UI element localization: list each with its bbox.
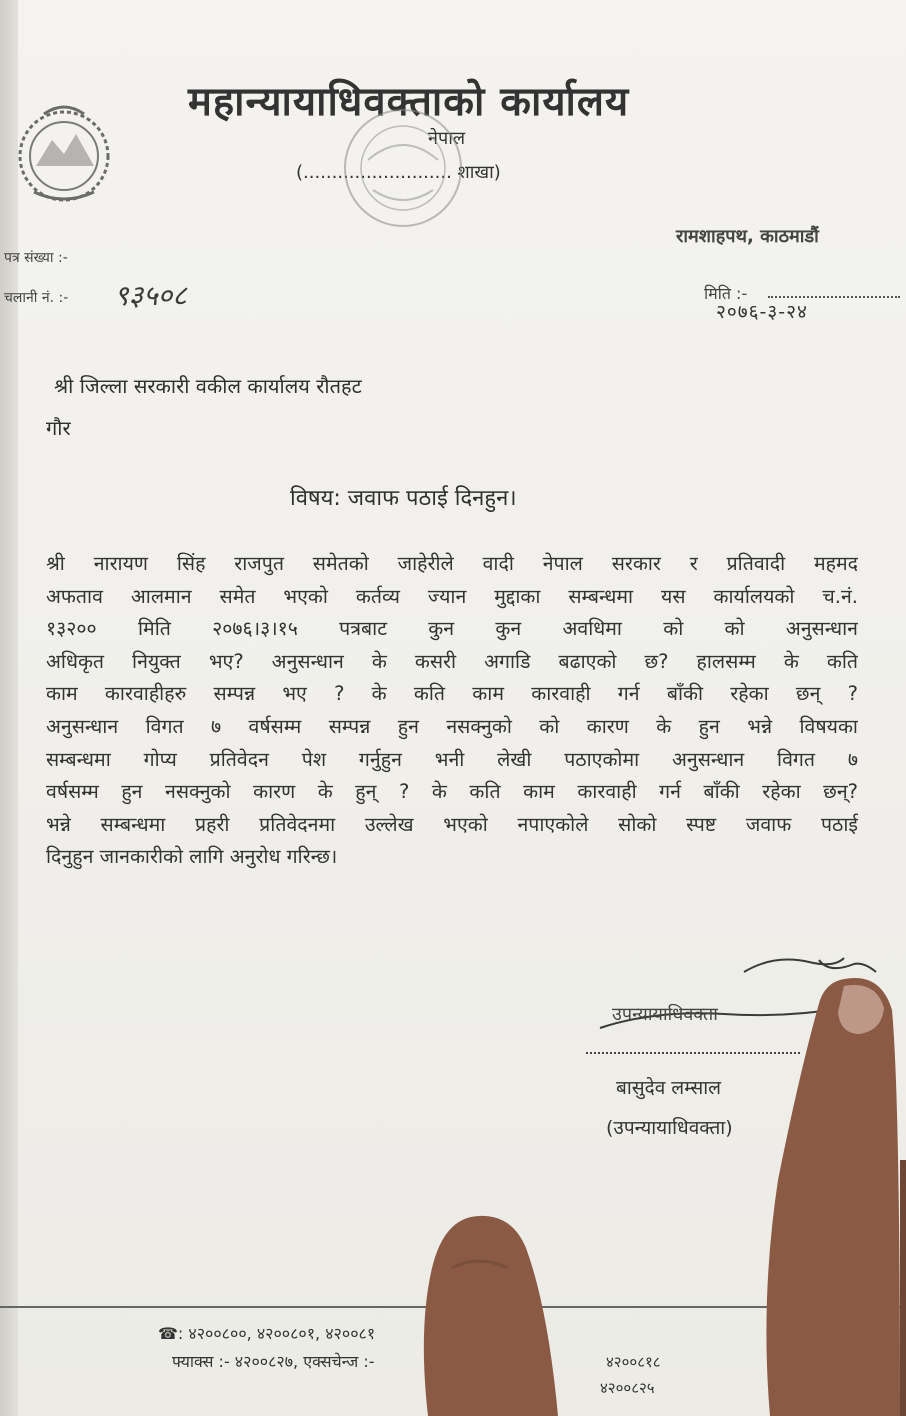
body-line: भन्ने सम्बन्धमा प्रहरी प्रतिवेदनमा उल्लेख भएको नपाएकोले सोको स्पष्ट जवाफ पठाई (46, 812, 858, 836)
body-line: अधिकृत नियुक्त भए? अनुसन्धान के कसरी अगाडि बढाएको छ? हालसम्म के कति (46, 649, 858, 673)
recipient-location: गौर (46, 416, 71, 440)
body-line: दिनुहुन जानकारीको लागि अनुरोध गरिन्छ। (46, 845, 338, 869)
holding-finger-image (408, 1208, 568, 1416)
signatory-role: (उपन्यायाधिवक्ता) (606, 1117, 733, 1139)
footer-extra-number-2: ४२००८२५ (600, 1379, 655, 1397)
signatory-name: बासुदेव लम्साल (616, 1077, 722, 1099)
letter-subject: विषय: जवाफ पठाई दिनहुन। (290, 486, 517, 511)
body-line: १३२०० मिति २०७६।३।१५ पत्रबाट कुन कुन अवधिमा को को अनुसन्धान (46, 617, 858, 641)
date-label: मिति :- (704, 284, 748, 303)
dispatch-number-label: चलानी नं. :- (4, 290, 69, 306)
footer-fax: फ्याक्स :- ४२००८२७, एक्सचेन्ज :- (172, 1352, 375, 1371)
dispatch-number-value: ९३५०८ (114, 279, 187, 312)
signatory-handwritten-title: उपन्यायाधिवक्ता (612, 1004, 718, 1025)
office-seal-stamp (328, 100, 478, 240)
holding-thumb-image (760, 960, 906, 1416)
branch-line: (.......................... शाखा) (296, 162, 501, 183)
country-name: नेपाल (428, 128, 466, 149)
footer-extra-number-1: ४२००८१८ (606, 1353, 661, 1371)
office-title: महान्यायाधिवक्ताको कार्यालय (188, 79, 630, 125)
letter-body (46, 548, 858, 874)
body-line: श्री नारायण सिंह राजपुत समेतको जाहेरीले वादी नेपाल सरकार र प्रतिवादी महमद (46, 552, 858, 575)
body-line: सम्बन्धमा गोप्य प्रतिवेदन पेश गर्नुहुन भनी लेखी पठाएकोमा अनुसन्धान विगत ७ (46, 747, 858, 771)
reference-number-label: पत्र संख्या :- (4, 250, 68, 266)
footer-phone: ☎: ४२००८००, ४२००८०१, ४२००८१ (158, 1324, 376, 1343)
body-line: अनुसन्धान विगत ७ वर्षसम्म सम्पन्न हुन नसक्नुको को कारण के हुन भन्ने विषयका (46, 714, 858, 738)
date-value: २०७६-३-२४ (716, 301, 808, 323)
recipient-office: श्री जिल्ला सरकारी वकील कार्यालय रौतहट (54, 374, 362, 398)
binder-edge (0, 0, 18, 1416)
body-line: वर्षसम्म हुन नसक्नुको कारण के हुन् ? के कति काम कारवाही गर्न बाँकी रहेका छन्? (46, 780, 858, 804)
body-line: अफताव आलमान समेत भएको कर्तव्य ज्यान मुद्दाका सम्बन्धमा यस कार्यालयको च.नं. (46, 584, 858, 608)
body-line: काम कारवाहीहरु सम्पन्न भए ? के कति काम कारवाही गर्न बाँकी रहेका छन् ? (46, 682, 858, 706)
nepal-emblem-icon (14, 96, 114, 212)
office-address: रामशाहपथ, काठमाडौं (676, 226, 819, 247)
